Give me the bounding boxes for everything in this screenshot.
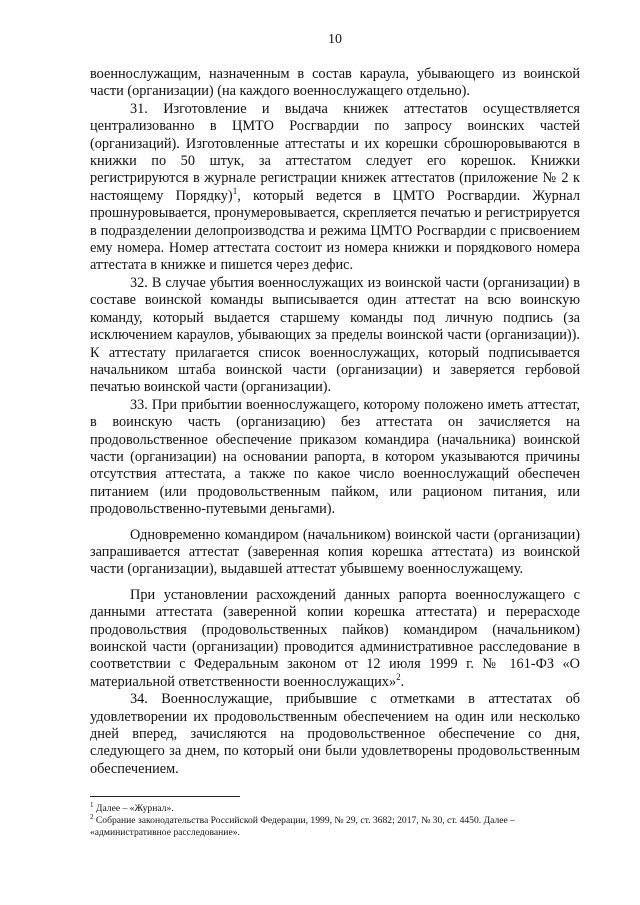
- paragraph-33-discrepancies: [90, 587, 580, 691]
- paragraph-33c-text-b: .: [400, 673, 405, 690]
- footnote-mark-2: 2: [90, 812, 94, 821]
- footnote-divider: [90, 796, 240, 797]
- page-number: 10: [328, 32, 342, 47]
- footnotes: [90, 796, 580, 839]
- paragraph-31-text-b: , который ведется в ЦМТО Росгвардии. Журнал прошнуровывается, пронумеровывается, скрепляется печатью и регистрируется в подразделении делопроизводства и режима ЦМТО Росгвардии с присвоением ему номера. Номер аттестата состоит из номера книжки и порядкового номера аттестата в книжке и пишется через дефис.: [90, 187, 581, 274]
- paragraph-33-simultaneously: Одновременно командиром (начальником) воинской части (организации) запрашивается аттестат (заверенная копия корешка аттестата) из воинской части (организации), выдавшей аттестат убывшему военнослужащему.: [90, 526, 580, 578]
- footnote-text-2: Собрание законодательства Российской Федерации, 1999, № 29, ст. 3682; 2017, № 30, ст. 4450. Далее – «административное расследование».: [90, 815, 515, 838]
- paragraph-32: 32. В случае убытия военнослужащих из воинской части (организации) в составе воинской команды выписывается один аттестат на всю воинскую команду, который выдается старшему команды под личную подпись (за исключением караулов, убывающих за пределы воинской части (организации)). К аттестату прилагается список военнослужащих, который подписывается начальником штаба воинской части (организации) и заверяется гербовой печатью воинской части (организации).: [90, 274, 580, 396]
- paragraph-continuation: военнослужащим, назначенным в состав караула, убывающего из воинской части (организации) (на каждого военнослужащего отдельно).: [90, 66, 580, 100]
- footnote-text-1: Далее – «Журнал».: [93, 803, 174, 814]
- paragraph-33c-text-a: При установлении расхождений данных рапорта военнослужащего с данными аттестата (заверенной копии корешка аттестата) и перерасходе продовольствия (продовольственных пайков) командиром (начальником) воинской части (организации) проводится административное расследование в соответствии с Федеральным законом от 12 июля 1999 г. № 161-ФЗ «О материальной ответственности военнослужащих»: [90, 586, 580, 690]
- footnote-1: [90, 800, 580, 815]
- paragraph-31-text-a: 31. Изготовление и выдача книжек аттестатов осуществляется централизованно в ЦМТО Росгвардии по запросу воинских частей (организаций). Изготовленные аттестаты и их корешки сброшюровываются в книжки по 50 штук, за аттестатом следует его корешок. Книжки регистрируются в журнале регистрации книжек аттестатов (приложение № 2 к настоящему Порядку): [90, 100, 580, 204]
- footnote-ref-1: 1: [232, 186, 238, 197]
- paragraph-33: 33. При прибытии военнослужащего, которому положено иметь аттестат, в воинскую часть (организацию) без аттестата он зачисляется на продовольственное обеспечение приказом командира (начальника) воинской части (организации) на основании рапорта, в котором указываются причины отсутствия аттестата, а также по какое число военнослужащий обеспечен питанием (или продовольственным пайком, или рационом питания, или продовольственно-путевыми деньгами).: [90, 396, 580, 518]
- footnote-ref-2: 2: [396, 672, 401, 683]
- paragraph-34: 34. Военнослужащие, прибывшие с отметками в аттестатах об удовлетворении их продовольственным обеспечением на один или несколько дней вперед, зачисляются на продовольственное обеспечение со дня, следующего за днем, по который они были удовлетворены продовольственным обеспечением.: [90, 691, 580, 777]
- footnote-mark-1: 1: [90, 800, 94, 809]
- footnote-2: [90, 812, 580, 839]
- paragraph-31: [90, 101, 580, 275]
